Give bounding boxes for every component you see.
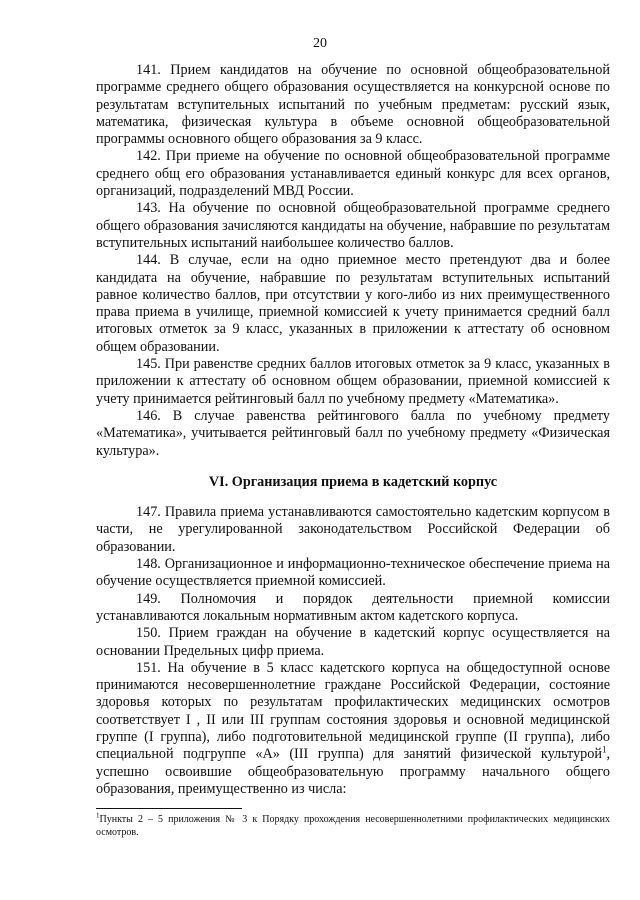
section-heading: VI. Организация приема в кадетский корпус (208, 473, 498, 490)
paragraph-150: 150. Прием граждан на обучение в кадетский корпус осуществляется на основании Предельных цифр приема. (96, 625, 610, 659)
paragraph-151 (96, 660, 610, 798)
footnote (96, 813, 610, 839)
paragraph-144: 144. В случае, если на одно приемное место претендуют два и более кандидата на обучение, набравшие по результатам вступительных испытаний равное количество баллов, при отсутствии у кого-либо из них преимущественного права приема в училище, приемной комиссией к учету принимается средний балл итоговых отметок за 9 класс, указанных в приложении к аттестату об основном общем образовании. (96, 252, 610, 355)
paragraph-149: 149. Полномочия и порядок деятельности приемной комиссии устанавливаются локальным нормативным актом кадетского корпуса. (96, 590, 610, 624)
footnote-text: Пункты 2 – 5 приложения № 3 к Порядку прохождения несовершеннолетними профилактических медицинских осмотров. (96, 814, 610, 838)
paragraph-142: 142. При приеме на обучение по основной общеобразовательной программе среднего общ его образования устанавливается единый конкурс для всех органов, организаций, подразделений МВД России. (96, 148, 610, 200)
footnote-divider (96, 808, 242, 809)
paragraph-147: 147. Правила приема устанавливаются самостоятельно кадетским корпусом в части, не урегулированной законодательством Российской Федерации об образовании. (96, 504, 610, 555)
paragraph-151-text-end: , успешно освоившие общеобразовательную программу начального общего образования, преимущественно из числа: (96, 746, 610, 797)
document-body (96, 62, 610, 798)
paragraph-148: 148. Организационное и информационно-техническое обеспечение приема на обучение осуществляется приемной комиссией. (96, 556, 610, 590)
paragraph-143: 143. На обучение по основной общеобразовательной программе среднего общего образования зачисляются кандидаты на обучение, набравшие по результатам вступительных испытаний наибольшее количество баллов. (96, 200, 610, 251)
page-number: 20 (313, 36, 327, 51)
paragraph-151-text-start: 151. На обучение в 5 класс кадетского корпуса на общедоступной основе принимаются несовершеннолетние граждане Российской Федерации, состояние здоровья которых по результатам профилактических медицинских осмотров соответствует I , II или III группам состояния здоровья и основной медицинской группе (I группа), либо подготовительной медицинской группе (II группа), либо специальной подгруппе «А» (III группа) для занятий физической культурой (96, 659, 610, 763)
footnote-reference: 1 (601, 744, 607, 755)
footnote-mark: 1 (96, 811, 100, 820)
paragraph-141: 141. Прием кандидатов на обучение по основной общеобразовательной программе среднего общего образования осуществляется на конкурсной основе по результатам вступительных испытаний по учебным предметам: русский язык, математика, физическая культура в объеме основной общеобразовательной программы основного общего образования за 9 класс. (96, 62, 610, 148)
paragraph-146: 146. В случае равенства рейтингового балла по учебному предмету «Математика», учитывается рейтинговый балл по учебному предмету «Физическая культура». (96, 407, 610, 459)
paragraph-145: 145. При равенстве средних баллов итоговых отметок за 9 класс, указанных в приложении к аттестату об основном общем образовании, приемной комиссией к учету принимается рейтинговый балл по учебному предмету «Математика». (96, 356, 610, 407)
